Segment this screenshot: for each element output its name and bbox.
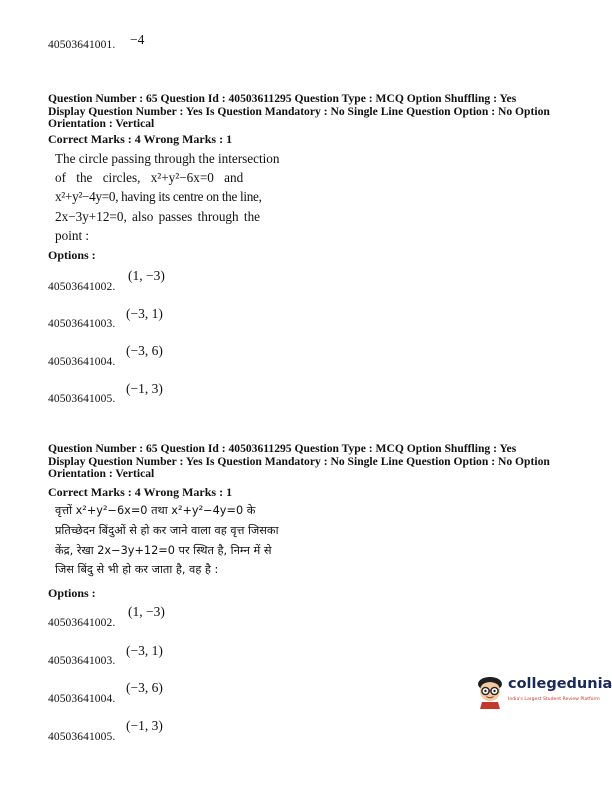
meta-line: Question Number : 65 Question Id : 40503611295 Question Type : MCQ Option Shuffling : Yes xyxy=(48,442,517,455)
marks-info: Correct Marks : 4 Wrong Marks : 1 xyxy=(48,485,233,499)
option-value: (1, −3) xyxy=(128,604,165,619)
options-label: Options : xyxy=(48,586,96,600)
meta-line: Question Number : 65 Question Id : 40503611295 Question Type : MCQ Option Shuffling : Yes xyxy=(48,92,517,105)
option-value: (−1, 3) xyxy=(126,718,163,733)
option-value: (−3, 1) xyxy=(126,306,163,321)
marks-info: Correct Marks : 4 Wrong Marks : 1 xyxy=(48,132,233,146)
question-line: 2x−3y+12=0, also passes through the xyxy=(55,208,261,224)
collegedunia-logo xyxy=(474,673,612,715)
option-id: 40503641003. xyxy=(48,655,116,667)
question-line: प्रतिच्छेदन बिंदुओं से हो कर जाने वाला वह वृत्त जिसका xyxy=(55,523,279,537)
brand-name: collegedunia xyxy=(508,676,612,692)
question-line: The circle passing through the intersection xyxy=(55,151,280,166)
meta-line: Display Question Number : Yes Is Question Mandatory : No Single Line Question Option : No Option xyxy=(48,104,550,118)
option-id: 40503641004. xyxy=(48,356,116,368)
option-id: 40503641005. xyxy=(48,393,116,405)
options-label: Options : xyxy=(48,248,96,262)
option-value: −4 xyxy=(130,32,145,47)
question-line: जिस बिंदु से भी हो कर जाता है, वह है : xyxy=(55,563,219,577)
option-value: (−3, 6) xyxy=(126,680,163,695)
option-value: (−1, 3) xyxy=(126,381,163,396)
question-line: point : xyxy=(55,227,90,243)
question-text xyxy=(55,501,305,580)
option-value: (−3, 1) xyxy=(126,643,163,658)
option-id: 40503641002. xyxy=(48,617,116,629)
question-line: वृत्तों x²+y²−6x=0 तथा x²+y²−4y=0 के xyxy=(55,504,256,517)
option-value: (−3, 6) xyxy=(126,343,163,358)
option-id: 40503641001. xyxy=(48,39,116,51)
question-text xyxy=(55,149,300,245)
option-value: (1, −3) xyxy=(128,268,165,283)
mascot-icon xyxy=(474,675,506,709)
meta-line: Orientation : Vertical xyxy=(48,117,155,131)
question-line: of the circles, x²+y²−6x=0 and xyxy=(55,170,244,186)
question-line: x²+y²−4y=0, having its centre on the line, xyxy=(55,189,262,205)
option-id: 40503641002. xyxy=(48,281,116,293)
option-id: 40503641005. xyxy=(48,731,116,743)
question-meta xyxy=(48,93,588,131)
question-meta xyxy=(48,443,588,481)
question-line: केंद्र, रेखा 2x−3y+12=0 पर स्थित है, निम्न में से xyxy=(55,543,272,557)
option-id: 40503641004. xyxy=(48,693,116,705)
meta-line: Orientation : Vertical xyxy=(48,467,155,481)
meta-line: Display Question Number : Yes Is Question Mandatory : No Single Line Question Option : No Option xyxy=(48,454,550,468)
option-id: 40503641003. xyxy=(48,318,116,330)
brand-tagline: India's Largest Student Review Platform xyxy=(508,697,600,702)
